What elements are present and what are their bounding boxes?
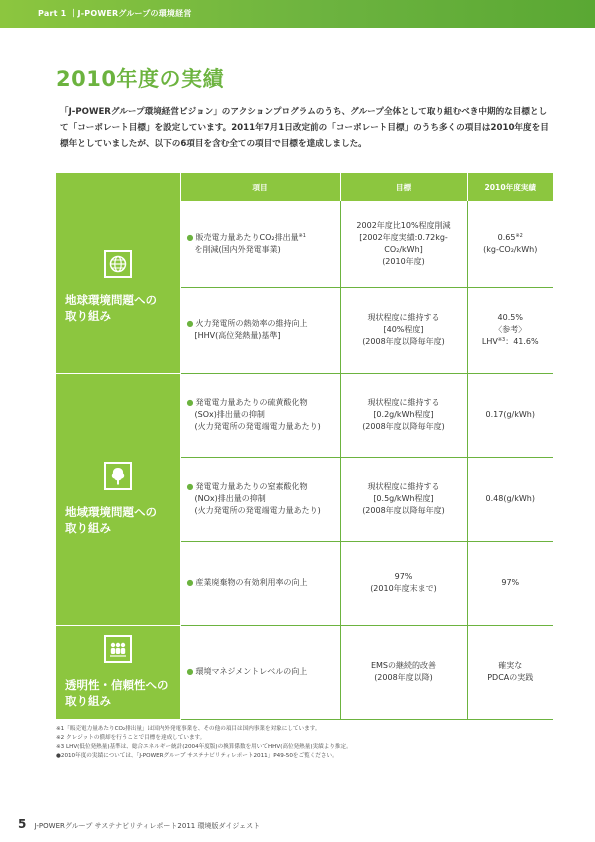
table-header-row (56, 173, 553, 201)
result-cell: 40.5% 〈参考〉 LHV$^{※3}$：41.6% (467, 287, 553, 373)
footnote: ●2010年度の実績については、「J-POWERグループ サステナビリティレポート2011」P49-50をご覧ください。 (56, 753, 338, 759)
result-cell: 0.17(g/kWh) (467, 373, 553, 457)
footnote: ※1「販売電力量あたりCO₂排出量」は国内外発電事業を、その他の項目は国内事業を対象にしています。 (56, 726, 321, 732)
item-cell: ● 発電電力量あたりの硫黄酸化物 (SOx)排出量の抑制 (火力発電所の発電端電力量あたり) (180, 373, 340, 457)
table-row (56, 373, 553, 457)
people-icon (104, 635, 132, 663)
header-item: 項目 (180, 173, 340, 201)
item-cell: ● 発電電力量あたりの窒素酸化物 (NOx)排出量の抑制 (火力発電所の発電端電力量あたり) (180, 457, 340, 541)
page-footer (18, 817, 260, 831)
target-cell: EMSの継続的改善 (2008年度以降) (340, 625, 467, 719)
table-row (56, 201, 553, 287)
target-cell: 97% (2010年度末まで) (340, 541, 467, 625)
item-cell: ● 産業廃棄物の有効利用率の向上 (180, 541, 340, 625)
category-transparency (56, 625, 180, 719)
footnote: ※3 LHV(低位発熱量)基準は、総合エネルギー統計(2004年度版)の換算係数を用いてHHV(高位発熱量)実績より推定。 (56, 744, 352, 750)
table-row (56, 625, 553, 719)
category-regional (56, 373, 180, 625)
category-global (56, 201, 180, 373)
result-cell: 確実な PDCAの実践 (467, 625, 553, 719)
item-cell: ● 環境マネジメントレベルの向上 (180, 625, 340, 719)
top-banner (0, 0, 595, 28)
tree-icon (104, 462, 132, 490)
item-cell: ● 火力発電所の熱効率の維持向上 [HHV(高位発熱量)基準] (180, 287, 340, 373)
results-table (56, 173, 553, 720)
item-cell: ● 販売電力量あたりCO₂排出量$^{※1}$ を削減(国内外発電事業) (180, 201, 340, 287)
target-cell: 現状程度に維持する [0.2g/kWh程度] (2008年度以降毎年度) (340, 373, 467, 457)
category-label: 透明性・信頼性への 取り組み (65, 678, 169, 708)
header-blank-cell (56, 173, 180, 201)
result-cell: 0.65$^{※2}$ (kg-CO₂/kWh) (467, 201, 553, 287)
footer-text: J-POWERグループ サステナビリティレポート2011 環境版ダイジェスト (34, 822, 261, 830)
footnotes (56, 725, 556, 761)
target-cell: 現状程度に維持する [0.5g/kWh程度] (2008年度以降毎年度) (340, 457, 467, 541)
footnote: ※2 クレジットの償却を行うことで目標を達成しています。 (56, 735, 206, 741)
page-title: 2010年度の実績 (56, 67, 224, 91)
target-cell: 現状程度に維持する [40%程度] (2008年度以降毎年度) (340, 287, 467, 373)
page-number: 5 (18, 817, 27, 831)
header-result: 2010年度実績 (467, 173, 553, 201)
intro-paragraph: 「J-POWERグループ環境経営ビジョン」のアクションプログラムのうち、グループ全体として取り組むべき中期的な目標として「コーポレート目標」を設定しています。2011年7月1日改定前の「コーポレート目標」のうち多くの項目は2010年度を目標年としていましたが、以下の6項目を含む全ての項目で目標を達成しました。 (60, 107, 549, 149)
target-cell: 2002年度比10%程度削減 [2002年度実績:0.72kg-CO₂/kWh] (2010年度) (340, 201, 467, 287)
header-target: 目標 (340, 173, 467, 201)
globe-icon (104, 250, 132, 278)
result-cell: 97% (467, 541, 553, 625)
breadcrumb: Part 1 ｜J-POWERグループの環境経営 (38, 9, 192, 18)
category-label: 地域環境問題への 取り組み (65, 505, 157, 535)
category-label: 地球環境問題への 取り組み (65, 292, 157, 323)
result-cell: 0.48(g/kWh) (467, 457, 553, 541)
